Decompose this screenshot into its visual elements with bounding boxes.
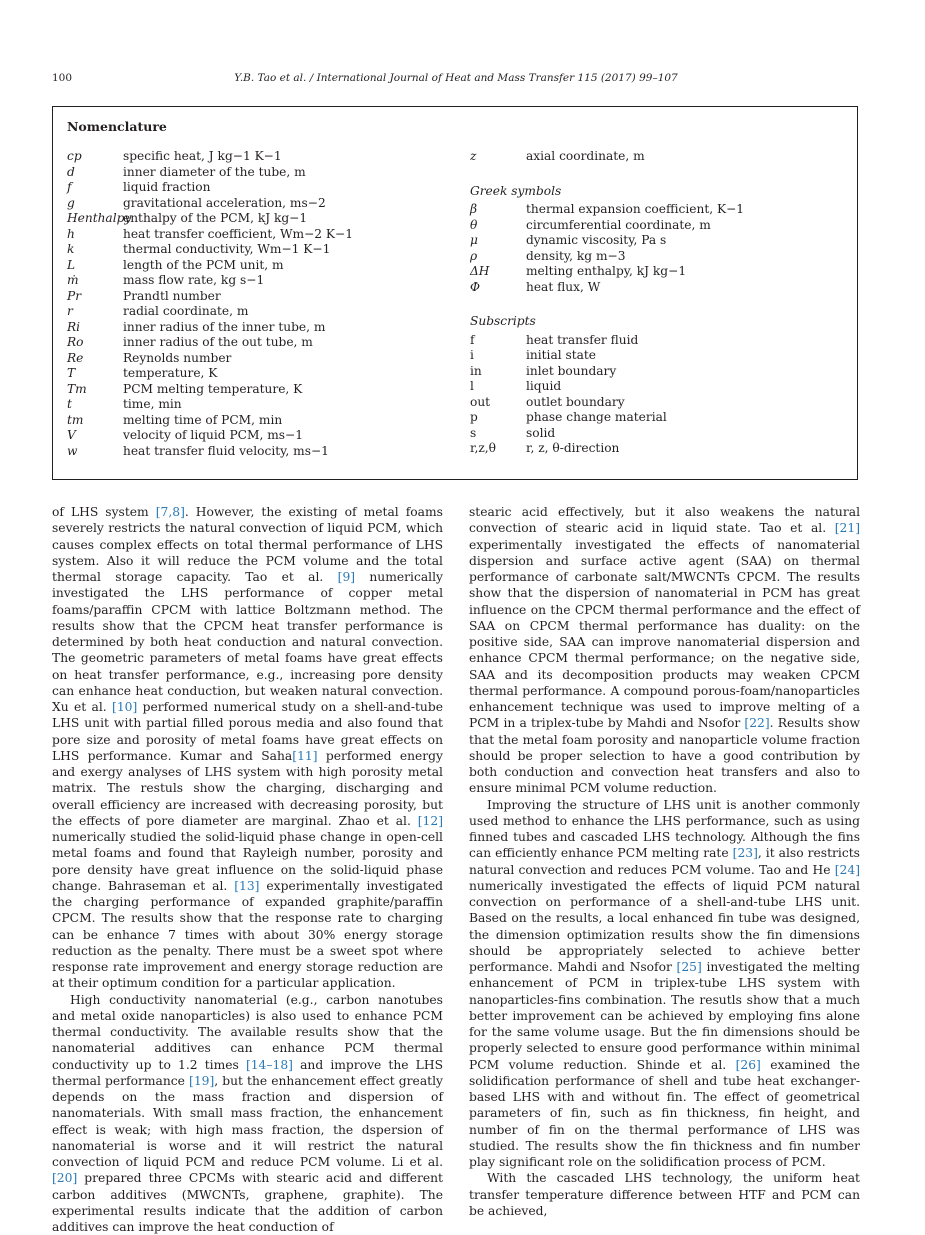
nomenclature-entry [67, 289, 467, 305]
nomenclature-entry [470, 333, 850, 349]
nomenclature-entry [67, 242, 467, 258]
nomenclature-symbol: μ [470, 233, 526, 249]
nomenclature-definition: melting enthalpy, kJ kg−1 [526, 264, 686, 280]
nomenclature-symbol: V [67, 428, 123, 444]
nomenclature-definition: Prandtl number [123, 289, 221, 305]
subscripts-heading: Subscripts [470, 311, 850, 333]
nomenclature-symbol: f [67, 180, 123, 196]
nomenclature-entry [67, 304, 467, 320]
body-paragraph [469, 797, 860, 1171]
nomenclature-right-column [470, 149, 850, 457]
nomenclature-symbol: θ [470, 218, 526, 234]
paragraph-text: numerically investigated the effects of liquid PCM natural convection on performance of a shell-and-tube LHS unit. Based on the results, a local enhanced fin tube was designed, the dimension optimization results show the fin dimensions should be appropriately selected to achieve better performance. Mahdi and Nsofor [469, 879, 860, 974]
nomenclature-entry [470, 149, 850, 165]
nomenclature-definition: initial state [526, 348, 596, 364]
nomenclature-entry [67, 149, 467, 165]
nomenclature-title: Nomenclature [67, 119, 167, 134]
citation-link[interactable]: [26] [736, 1058, 761, 1072]
nomenclature-entry [67, 273, 467, 289]
paragraph-text: experimentally investigated the effects of nanomaterial dispersion and surface active agent (SAA) on thermal performance of carbonate salt/MWCNTs CPCM. The results show that the dispersion of nanomaterial in PCM has great influence on the CPCM thermal performance and the effect of SAA on CPCM thermal performance has duality: on the positive side, SAA can improve nanomaterial dispersion and enhance CPCM thermal performance; on the negative side, SAA and its decomposition products may weaken CPCM thermal performance. A compound porous-foam/nanoparticles enhancement technique was used to improve melting of a PCM in a triplex-tube by Mahdi and Nsofor [469, 538, 860, 731]
nomenclature-definition: time, min [123, 397, 182, 413]
nomenclature-entry [67, 413, 467, 429]
nomenclature-symbol: s [470, 426, 526, 442]
nomenclature-box [52, 106, 858, 480]
nomenclature-definition: density, kg m−3 [526, 249, 626, 265]
nomenclature-entry [470, 280, 850, 296]
nomenclature-symbol: ΔH [470, 264, 526, 280]
nomenclature-definition: thermal expansion coefficient, K−1 [526, 202, 744, 218]
citation-link[interactable]: [23] [733, 846, 758, 860]
citation-link[interactable]: [14–18] [246, 1058, 293, 1072]
nomenclature-entry [470, 379, 850, 395]
nomenclature-definition: inner radius of the inner tube, m [123, 320, 325, 336]
citation-link[interactable]: [19] [189, 1074, 214, 1088]
nomenclature-symbol: Pr [67, 289, 123, 305]
paragraph-text: prepared three CPCMs with stearic acid and different carbon additives (MWCNTs, graphene, graphite). The experimental results indicate that the addition of carbon additives can improve the heat conduction of [52, 1171, 443, 1234]
citation-link[interactable]: [24] [835, 863, 860, 877]
nomenclature-symbol: tm [67, 413, 123, 429]
paragraph-text: examined the solidification performance of shell and tube heat exchanger-based LHS with and without fin. The effect of geometrical parameters of fin, such as fin thickness, fin height, and number of fin on the thermal performance of LHS was studied. The results show the fin thickness and fin number play significant role on the solidification process of PCM. [469, 1058, 860, 1170]
citation-link[interactable]: [9] [338, 570, 355, 584]
nomenclature-symbol: Ro [67, 335, 123, 351]
nomenclature-entry [470, 395, 850, 411]
paragraph-text: High conductivity nanomaterial (e.g., carbon nanotubes and metal oxide nanoparticles) is also used to enhance PCM thermal conductivity. The available results show that the nanomaterial additives can enhance PCM thermal conductivity up to 1.2 times [52, 993, 443, 1072]
body-paragraph [52, 504, 443, 992]
paragraph-text: stearic acid effectively, but it also weakens the natural convection of stearic acid in liquid state. Tao et al. [469, 505, 860, 535]
greek-symbols-list [470, 202, 850, 295]
nomenclature-definition: PCM melting temperature, K [123, 382, 302, 398]
paragraph-text: performed numerical study on a shell-and-tube LHS unit with partial filled porous media and also found that pore size and porosity of metal foams have great effects on LHS performance. Kumar and Saha [52, 700, 443, 763]
nomenclature-symbol: T [67, 366, 123, 382]
nomenclature-definition: heat transfer fluid [526, 333, 638, 349]
nomenclature-definition: velocity of liquid PCM, ms−1 [123, 428, 303, 444]
paragraph-text: performed energy and exergy analyses of LHS system with high porosity metal matrix. The restuls show the charging, discharging and overall efficiency are increased with decreasing porosity, but the effects of pore diameter are marginal. Zhao et al. [52, 749, 443, 828]
nomenclature-symbol: cp [67, 149, 123, 165]
nomenclature-definition: liquid fraction [123, 180, 210, 196]
nomenclature-entry [470, 202, 850, 218]
nomenclature-definition: inner radius of the out tube, m [123, 335, 313, 351]
nomenclature-entry [67, 165, 467, 181]
paragraph-text: and improve the LHS thermal performance [52, 1058, 443, 1088]
nomenclature-definition: specific heat, J kg−1 K−1 [123, 149, 282, 165]
greek-symbols-heading: Greek symbols [470, 181, 850, 203]
nomenclature-symbol: β [470, 202, 526, 218]
citation-link[interactable]: [13] [234, 879, 259, 893]
paragraph-text: . Results show that the metal foam porosity and nanoparticle volume fraction should be proper selection to have a good contribution by both conduction and convection heat transfers and also to ensure minimal PCM volume reduction. [469, 716, 860, 795]
nomenclature-entry [67, 397, 467, 413]
body-column-left [52, 504, 443, 1235]
nomenclature-entry [470, 264, 850, 280]
nomenclature-definition: solid [526, 426, 555, 442]
citation-link[interactable]: [20] [52, 1171, 77, 1185]
paragraph-text: , it also restricts natural convection and reduces PCM volume. Tao and He [469, 846, 860, 876]
nomenclature-definition: r, z, θ-direction [526, 441, 619, 457]
running-header [52, 72, 860, 88]
nomenclature-definition: phase change material [526, 410, 667, 426]
nomenclature-definition: outlet boundary [526, 395, 625, 411]
nomenclature-definition: dynamic viscosity, Pa s [526, 233, 666, 249]
paragraph-text: numerically investigated the LHS performance of copper metal foams/paraffin CPCM with lattice Boltzmann method. The results show that the CPCM heat transfer performance is determined by both heat conduction and natural convection. The geometric parameters of metal foams have great effects on heat transfer performance, e.g., increasing pore density can enhance heat conduction, but weaken natural convection. Xu et al. [52, 570, 443, 714]
nomenclature-entry [67, 428, 467, 444]
paragraph-text: Improving the structure of LHS unit is another commonly used method to enhance the LHS performance, such as using finned tubes and cascaded LHS technology. Although the fins can efficiently enhance PCM melting rate [469, 798, 860, 861]
nomenclature-symbol: r [67, 304, 123, 320]
page-number: 100 [52, 72, 72, 84]
nomenclature-definition: heat flux, W [526, 280, 600, 296]
paragraph-text: , but the enhancement effect greatly depends on the mass fraction and dispersion of nanomaterials. With small mass fraction, the enhancement effect is weak; with high mass fraction, the dspersion of nanomaterial is worse and it will restrict the natural convection of liquid PCM and reduce PCM volume. Li et al. [52, 1074, 443, 1169]
nomenclature-definition: radial coordinate, m [123, 304, 248, 320]
nomenclature-entry [67, 351, 467, 367]
nomenclature-symbol: d [67, 165, 123, 181]
paragraph-text: investigated the melting enhancement of PCM in triplex-tube LHS system with nanoparticles-fins combination. The resutls show that a much better improvement can be achieved by employing fins alone for the same volume usage. But the fin dimensions should be properly selected to ensure good performance within minimal PCM volume reduction. Shinde et al. [469, 960, 860, 1072]
nomenclature-entry [470, 233, 850, 249]
nomenclature-definition: axial coordinate, m [526, 149, 645, 165]
nomenclature-left-column [67, 149, 467, 459]
nomenclature-symbol: l [470, 379, 526, 395]
nomenclature-entry [67, 196, 467, 212]
paragraph-text: numerically studied the solid-liquid phase change in open-cell metal foams and found that Rayleigh number, porosity and pore density have great influence on the solid-liquid phase change. Bahraseman et al. [52, 830, 443, 893]
nomenclature-symbol: i [470, 348, 526, 364]
nomenclature-symbol: w [67, 444, 123, 460]
nomenclature-symbol: h [67, 227, 123, 243]
nomenclature-entry [470, 218, 850, 234]
nomenclature-definition: thermal conductivity, Wm−1 K−1 [123, 242, 330, 258]
nomenclature-definition: inner diameter of the tube, m [123, 165, 306, 181]
nomenclature-definition: mass flow rate, kg s−1 [123, 273, 264, 289]
nomenclature-symbol: p [470, 410, 526, 426]
nomenclature-symbol: out [470, 395, 526, 411]
nomenclature-definition: gravitational acceleration, ms−2 [123, 196, 326, 212]
citation-link[interactable]: [11] [292, 749, 317, 763]
citation-link[interactable]: [22] [744, 716, 769, 730]
citation-link[interactable]: [25] [677, 960, 702, 974]
nomenclature-entry [470, 348, 850, 364]
paragraph-text: of LHS system [52, 505, 156, 519]
nomenclature-symbol: in [470, 364, 526, 380]
nomenclature-entry [67, 227, 467, 243]
body-column-right [469, 504, 860, 1219]
citation-link[interactable]: [21] [835, 521, 860, 535]
citation-link[interactable]: [12] [418, 814, 443, 828]
citation-link[interactable]: [10] [112, 700, 137, 714]
subscripts-list [470, 333, 850, 457]
nomenclature-symbol: Henthalpy [67, 211, 123, 227]
nomenclature-symbol: k [67, 242, 123, 258]
nomenclature-definition: enthalpy of the PCM, kJ kg−1 [123, 211, 307, 227]
nomenclature-symbol: L [67, 258, 123, 274]
nomenclature-entry [67, 258, 467, 274]
nomenclature-symbol: Ri [67, 320, 123, 336]
running-title: Y.B. Tao et al. / International Journal of Heat and Mass Transfer 115 (2017) 99–107 [52, 72, 860, 84]
nomenclature-definition: heat transfer fluid velocity, ms−1 [123, 444, 329, 460]
body-paragraph [52, 992, 443, 1235]
nomenclature-symbol: g [67, 196, 123, 212]
paragraph-text: With the cascaded LHS technology, the uniform heat transfer temperature difference between HTF and PCM can be achieved, [469, 1171, 860, 1218]
nomenclature-definition: Reynolds number [123, 351, 231, 367]
paragraph-text: . However, the existing of metal foams severely restricts the natural convection of liquid PCM, which causes complex effects on total thermal performance of LHS system. Also it will reduce the PCM volume and the total thermal storage capacity. Tao et al. [52, 505, 443, 584]
body-paragraph [469, 1170, 860, 1219]
nomenclature-entry [67, 180, 467, 196]
nomenclature-entry [67, 335, 467, 351]
nomenclature-entry [67, 444, 467, 460]
nomenclature-definition: temperature, K [123, 366, 217, 382]
nomenclature-symbol: t [67, 397, 123, 413]
paragraph-text: experimentally investigated the charging performance of expanded graphite/paraffin CPCM. The results show that the response rate to charging can be enhance 7 times with about 30% energy storage reduction as the penalty. There must be a sweet spot where response rate improvement and energy storage reduction are at their optimum condition for a particular application. [52, 879, 443, 991]
nomenclature-coordinates [470, 149, 850, 165]
nomenclature-symbol: f [470, 333, 526, 349]
nomenclature-entry [67, 382, 467, 398]
nomenclature-symbol: Φ [470, 280, 526, 296]
nomenclature-definition: liquid [526, 379, 561, 395]
nomenclature-definition: length of the PCM unit, m [123, 258, 284, 274]
body-paragraph [469, 504, 860, 797]
citation-link[interactable]: [7,8] [156, 505, 185, 519]
nomenclature-entry [67, 366, 467, 382]
nomenclature-definition: inlet boundary [526, 364, 616, 380]
nomenclature-entry [67, 211, 467, 227]
nomenclature-entry [470, 249, 850, 265]
nomenclature-definition: circumferential coordinate, m [526, 218, 711, 234]
nomenclature-symbol: r,z,θ [470, 441, 526, 457]
nomenclature-symbol: Tm [67, 382, 123, 398]
nomenclature-symbol: ṁ [67, 273, 123, 289]
nomenclature-symbol: ρ [470, 249, 526, 265]
nomenclature-definition: melting time of PCM, min [123, 413, 282, 429]
nomenclature-symbol: z [470, 149, 526, 165]
nomenclature-entry [470, 410, 850, 426]
nomenclature-entry [67, 320, 467, 336]
nomenclature-symbol: Re [67, 351, 123, 367]
nomenclature-entry [470, 426, 850, 442]
nomenclature-definition: heat transfer coefficient, Wm−2 K−1 [123, 227, 353, 243]
nomenclature-entry [470, 441, 850, 457]
nomenclature-entry [470, 364, 850, 380]
